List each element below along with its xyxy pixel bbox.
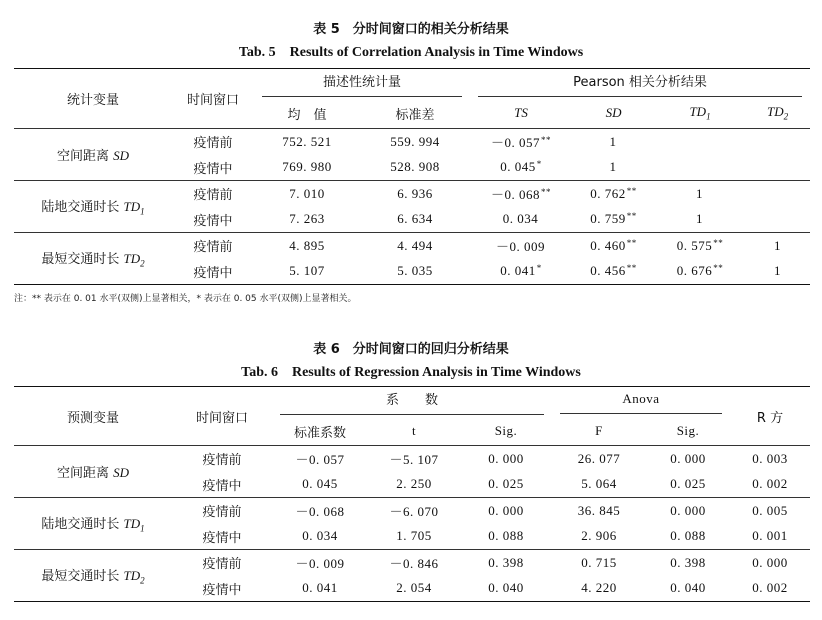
header-td2: $TD_2$ [766, 104, 789, 123]
t-cell: 2. 250 [396, 476, 432, 492]
sig-anova-cell: 0. 088 [670, 528, 706, 544]
table6-title-en: Tab. 6 Results of Regression Analysis in Time Windows [241, 365, 581, 380]
ts-cell: －0. 068** [470, 181, 572, 207]
table-row [14, 550, 810, 576]
std-coef-cell: －0. 057 [272, 446, 368, 472]
td2-cell: 1 [745, 233, 810, 259]
std-cell: 559. 994 [360, 129, 470, 155]
td2-cell [745, 155, 810, 181]
f-cell: 5. 064 [581, 476, 617, 492]
sd-cell: 0. 456** [572, 259, 655, 285]
td1-cell [655, 129, 745, 155]
t-cell: 2. 054 [368, 576, 460, 602]
r-squared-cell: 0. 000 [730, 550, 810, 576]
table-row [14, 233, 810, 259]
time-window-cell: 疫情前 [172, 498, 272, 524]
f-cell: 26. 077 [552, 446, 646, 472]
header-std-coef: 标准系数 [293, 425, 346, 441]
time-window-cell: 疫情中 [193, 213, 233, 229]
time-window-cell: 疫情中 [172, 259, 254, 285]
std-cell: 6. 936 [360, 181, 470, 207]
time-window-cell: 疫情前 [172, 129, 254, 155]
f-cell: 0. 715 [552, 550, 646, 576]
r-squared-cell: 0. 005 [730, 498, 810, 524]
table5-title-cn: 表 5 分时间窗口的相关分析结果 [313, 22, 509, 37]
std-cell: 528. 908 [390, 159, 440, 175]
mean-cell: 4. 895 [254, 233, 360, 259]
std-cell: 6. 634 [397, 211, 433, 227]
header-r-squared: R 方 [730, 387, 810, 446]
sig-cell: 0. 040 [460, 576, 552, 602]
std-coef-cell: 0. 034 [302, 528, 338, 544]
variable-sd: 空间距离 SD [14, 129, 172, 181]
mean-cell: 769. 980 [282, 159, 332, 175]
std-coef-cell: －0. 009 [272, 550, 368, 576]
regression-table [14, 386, 810, 602]
r-squared-cell: 0. 002 [752, 476, 788, 492]
r-squared-cell: 0. 002 [730, 576, 810, 602]
time-window-cell: 疫情前 [172, 233, 254, 259]
header-sig: Sig. [494, 423, 518, 439]
sig-anova-cell: 0. 025 [670, 476, 706, 492]
header-ts: TS [514, 105, 528, 121]
header-predictor: 预测变量 [14, 387, 172, 446]
mean-cell: 7. 263 [289, 211, 325, 227]
header-f: F [595, 423, 603, 439]
header-mean: 均 值 [287, 107, 327, 123]
mean-cell: 7. 010 [254, 181, 360, 207]
t-cell: －5. 107 [368, 446, 460, 472]
td1-cell: 1 [696, 211, 704, 227]
header-td1: $TD_1$ [689, 104, 711, 123]
sig-cell: 0. 088 [488, 528, 524, 544]
table-row [14, 446, 810, 472]
header-descriptive-stats: 描述性统计量 [262, 71, 462, 97]
time-window-cell: 疫情中 [202, 478, 242, 494]
td2-cell [745, 181, 810, 207]
td2-cell: 1 [745, 259, 810, 285]
header-sd: SD [605, 105, 622, 121]
ts-cell: 0. 041* [470, 259, 572, 285]
table6-title-cn: 表 6 分时间窗口的回归分析结果 [313, 342, 509, 357]
td1-cell [655, 155, 745, 181]
std-cell: 4. 494 [360, 233, 470, 259]
header-t: t [411, 423, 417, 439]
header-pearson: Pearson 相关分析结果 [478, 71, 802, 97]
table-row [14, 129, 810, 155]
f-cell: 36. 845 [552, 498, 646, 524]
time-window-cell: 疫情前 [172, 446, 272, 472]
variable-td2: 最短交通时长 $TD_2$ [14, 233, 172, 285]
variable-td2: 最短交通时长 $TD_2$ [14, 550, 172, 602]
table-row [14, 181, 810, 207]
header-time-window: 时间窗口 [172, 69, 254, 129]
sd-cell: 1 [609, 159, 617, 175]
std-coef-cell: 0. 041 [272, 576, 368, 602]
header-std-dev: 标准差 [395, 107, 435, 123]
time-window-cell: 疫情中 [172, 576, 272, 602]
std-coef-cell: 0. 045 [302, 476, 338, 492]
header-time-window: 时间窗口 [172, 387, 272, 446]
variable-td1: 陆地交通时长 $TD_1$ [14, 181, 172, 233]
sig-anova-cell: 0. 000 [646, 498, 730, 524]
time-window-cell: 疫情中 [202, 530, 242, 546]
variable-td1: 陆地交通时长 $TD_1$ [14, 498, 172, 550]
time-window-cell: 疫情前 [172, 181, 254, 207]
sig-anova-cell: 0. 000 [646, 446, 730, 472]
td1-cell: 0. 575** [655, 233, 745, 259]
sig-cell: 0. 025 [488, 476, 524, 492]
sd-cell: 0. 762** [572, 181, 655, 207]
mean-cell: 752. 521 [254, 129, 360, 155]
r-squared-cell: 0. 003 [730, 446, 810, 472]
sig-cell: 0. 398 [460, 550, 552, 576]
t-cell: －6. 070 [368, 498, 460, 524]
table5-title-en: Tab. 5 Results of Correlation Analysis in Time Windows [238, 45, 584, 60]
header-variable: 统计变量 [14, 69, 172, 129]
sig-cell: 0. 000 [460, 498, 552, 524]
td1-cell: 0. 676** [655, 259, 745, 285]
sig-anova-cell: 0. 040 [646, 576, 730, 602]
table-row [14, 498, 810, 524]
time-window-cell: 疫情中 [193, 161, 233, 177]
f-cell: 2. 906 [581, 528, 617, 544]
variable-sd: 空间距离 SD [14, 446, 172, 498]
td2-cell [745, 129, 810, 155]
ts-cell: 0. 045* [500, 159, 542, 175]
correlation-table [14, 68, 810, 285]
time-window-cell: 疫情前 [172, 550, 272, 576]
ts-cell: －0. 009 [470, 233, 572, 259]
std-cell: 5. 035 [360, 259, 470, 285]
sig-anova-cell: 0. 398 [646, 550, 730, 576]
t-cell: －0. 846 [368, 550, 460, 576]
sd-cell: 1 [572, 129, 655, 155]
sd-cell: 0. 460** [572, 233, 655, 259]
header-anova: Anova [560, 391, 722, 414]
mean-cell: 5. 107 [254, 259, 360, 285]
t-cell: 1. 705 [396, 528, 432, 544]
td2-cell [745, 207, 810, 233]
ts-cell: 0. 034 [502, 211, 539, 227]
std-coef-cell: －0. 068 [272, 498, 368, 524]
td1-cell: 1 [655, 181, 745, 207]
header-sig-anova: Sig. [676, 423, 700, 439]
ts-cell: －0. 057** [470, 129, 572, 155]
f-cell: 4. 220 [552, 576, 646, 602]
r-squared-cell: 0. 001 [752, 528, 788, 544]
table5-footnote: 注：** 表示在 0. 01 水平(双侧)上显著相关，* 表示在 0. 05 水平(双侧)上显著相关。 [14, 294, 357, 304]
sd-cell: 0. 759** [590, 211, 637, 227]
sig-cell: 0. 000 [460, 446, 552, 472]
header-coefficients: 系 数 [280, 389, 544, 415]
